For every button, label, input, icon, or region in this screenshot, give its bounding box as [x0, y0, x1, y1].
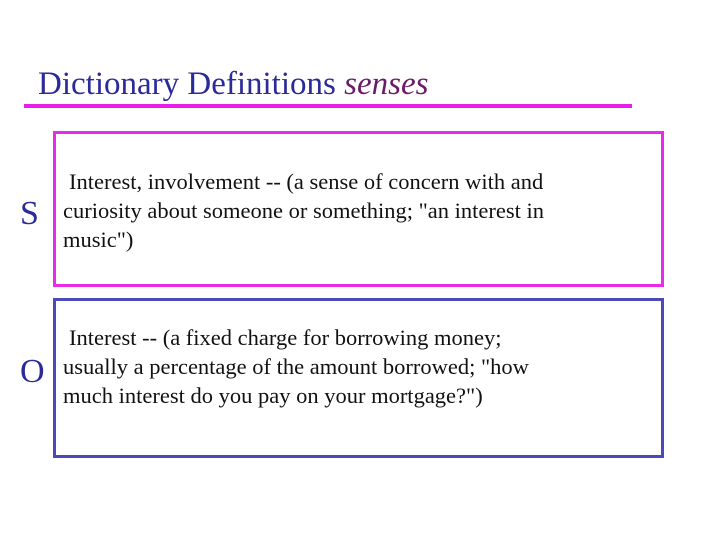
- sense-marker-s: S: [20, 195, 39, 232]
- title-italic-text: senses: [344, 66, 429, 102]
- title-main-text: Dictionary Definitions: [38, 66, 336, 102]
- definition-line: music"): [63, 227, 134, 252]
- slide-title: [38, 64, 428, 104]
- definition-line: Interest, involvement -- (a sense of concern with and: [69, 169, 544, 194]
- sense-marker-o: O: [20, 353, 45, 390]
- sense-box-s: [53, 131, 664, 287]
- sense-definition-s: [63, 167, 655, 254]
- sense-definition-o: [63, 323, 655, 410]
- definition-line: much interest do you pay on your mortgage?"): [63, 383, 483, 408]
- definition-line: usually a percentage of the amount borrowed; "how: [63, 354, 529, 379]
- definition-line: curiosity about someone or something; "an interest in: [63, 198, 544, 223]
- sense-box-o: [53, 298, 664, 458]
- title-underline: [24, 104, 632, 108]
- definition-line: Interest -- (a fixed charge for borrowing money;: [69, 325, 502, 350]
